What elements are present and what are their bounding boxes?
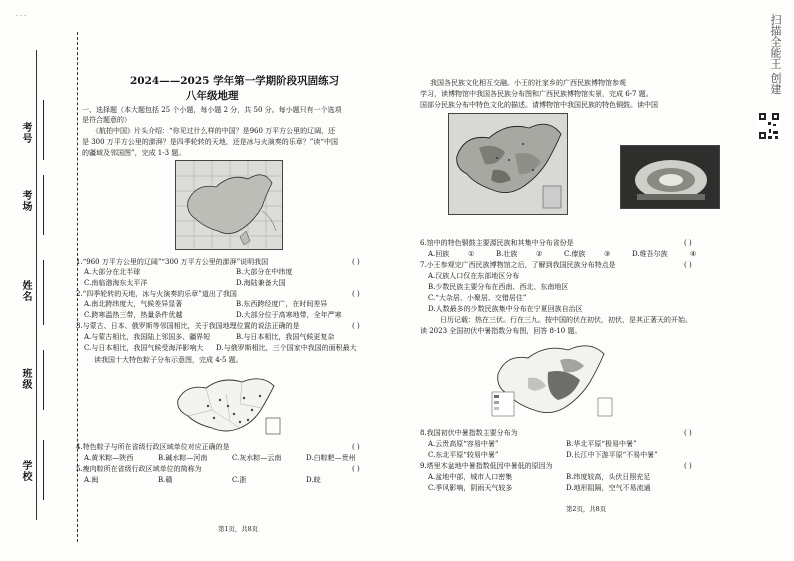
q2-option-d[interactable]: D.大部分位于高寒地带，全年严寒 — [236, 311, 342, 319]
q6-option-a[interactable]: A.回族 — [428, 250, 450, 258]
q9-option-c[interactable]: C.季风影响，阴雨天气较多 — [428, 484, 513, 492]
q8-option-c[interactable]: C.东北平原“较易中暑” — [428, 451, 499, 459]
exam-room-label: 考场 — [20, 190, 31, 212]
q1-option-b[interactable]: B.大部分在中纬度 — [236, 268, 293, 276]
ethnic-distribution-map — [448, 113, 568, 215]
name-field[interactable] — [43, 260, 44, 325]
q7-option-c[interactable]: C.“大杂居、小聚居、交错居住” — [428, 294, 527, 302]
q2-answer-paren[interactable]: ( ) — [352, 290, 360, 298]
q4-option-a[interactable]: A.黄米粽—陕西 — [84, 454, 134, 462]
q5-option-d[interactable]: D.皖 — [306, 476, 321, 484]
q5-answer-paren[interactable]: ( ) — [352, 465, 360, 473]
q6-answer-paren[interactable]: ( ) — [684, 239, 692, 247]
intro-line-3: 的疆域及邻国图”，完成 1-3 题。 — [82, 149, 186, 157]
q1-option-d[interactable]: D.海陆兼备大国 — [236, 279, 286, 287]
q1-answer-paren[interactable]: ( ) — [352, 258, 360, 266]
q3-option-a[interactable]: A.与蒙古相比，我国陆上邻国多、疆界短 — [84, 333, 211, 341]
q7-option-d[interactable]: D.人数最多的少数民族集中分布在宁夏回族自治区 — [428, 305, 583, 313]
museum-photo — [620, 145, 720, 209]
q5-option-a[interactable]: A.闽 — [84, 476, 99, 484]
exam-subtitle: 八年级地理 — [186, 90, 239, 102]
q2-option-a[interactable]: A.南北跨纬度大，气候差异显著 — [84, 300, 183, 308]
q1-stem: 1.“960 万平方公里的辽阔”“300 万平方公里的澎湃”说明我国 — [76, 258, 269, 266]
class-field[interactable] — [43, 350, 44, 410]
q6-option-b[interactable]: B.壮族 — [496, 250, 518, 258]
heatstroke-index-map — [488, 338, 618, 422]
right-intro-line-3: 国部分民族分布中特色文化的描述。请博物馆中我国民族的特色铜鼓。读中国 — [420, 101, 658, 109]
right-intro-line-1: 我国各民族文化相互交融。小王的社家乡的广西民族博物馆参观 — [430, 79, 626, 87]
q6-option-a-num: ① — [468, 250, 475, 258]
qr-code-icon — [758, 112, 780, 140]
q3-stem: 3.与蒙古、日本、俄罗斯等邻国相比，关于我国地理位置的说法正确的是 — [76, 322, 300, 330]
q6-option-c[interactable]: C.傣族 — [564, 250, 586, 258]
q9-option-d[interactable]: D.地形阻隔，空气不易流通 — [566, 484, 651, 492]
school-label: 学校 — [20, 460, 31, 482]
right-intro-line-2: 学习，读博物馆中我国各民族分布图和广西民族博物馆实景，完成 6-7 题。 — [420, 90, 653, 98]
q8-answer-paren[interactable]: ( ) — [684, 429, 692, 437]
q5-option-b[interactable]: B.赣 — [158, 476, 173, 484]
q8-option-d[interactable]: D.长江中下游平原“不易中暑” — [566, 451, 658, 459]
school-field[interactable] — [43, 440, 44, 500]
q9-stem: 9.塔里木盆地中暑指数低因中暑低的原因为 — [420, 462, 553, 470]
china-territory-map — [175, 160, 283, 250]
exam-room-field[interactable] — [43, 175, 44, 235]
q4-option-d[interactable]: D.白粽粑—贵州 — [306, 454, 356, 462]
seat-number-label: 考号 — [20, 122, 31, 144]
q2-option-b[interactable]: B.东西跨经度广，在时间差异 — [236, 300, 328, 308]
exam-title: 2024——2025 学年第一学期阶段巩固练习 — [130, 75, 340, 87]
q1-option-c[interactable]: C.南临渤海东太平洋 — [84, 279, 148, 287]
section-heading-cont: 是符合题意的） — [82, 116, 131, 124]
q6-option-d[interactable]: D.维吾尔族 — [632, 250, 668, 258]
q2-stem: 2.“四季轮转的天地，冰与火演奏的乐章”道出了我国 — [76, 290, 237, 298]
q3-answer-paren[interactable]: ( ) — [352, 322, 360, 330]
q6-stem: 6.馆中的特色铜鼓主要源民族和其集中分布省份是 — [420, 239, 574, 247]
q6-option-b-num: ② — [536, 250, 543, 258]
q9-option-b[interactable]: B.纬度较高，头伏日照充足 — [566, 473, 651, 481]
intro-line-1: 《航拍中国》片头介绍：“你见过什么样的中国？是960 万平方公里的辽阔，还 — [92, 127, 336, 135]
left-page-footer: 第1页，共8页 — [218, 525, 259, 533]
section-heading: 一、选择题（本大题包括 25 个小题，每小题 2 分，共 50 分。每小题只有一个选项 — [82, 106, 342, 114]
q7-stem: 7.小王参观完广西民族博物馆之后，了解到我国民族分布特点是 — [420, 261, 616, 269]
q3-option-c[interactable]: C.与日本相比，我国气候受海洋影响大 — [84, 344, 204, 352]
q7-option-a[interactable]: A.汉族人口仅在东部地区分布 — [428, 272, 520, 280]
q9-option-a[interactable]: A.盆地中部，城市人口密集 — [428, 473, 513, 481]
intro-line-2: 是 300 万平方公里的澎湃？是四季轮转的天地，还是冰与火演奏的乐章？”读“中国 — [82, 138, 338, 146]
q6-option-d-num: ④ — [690, 250, 697, 258]
scanner-watermark: 扫描全能王 创建 — [769, 14, 782, 95]
q4-option-c[interactable]: C.灰水粽—云南 — [232, 454, 282, 462]
q5-stem: 5.瘦肉粽所在省级行政区域单位的简称为 — [76, 465, 202, 473]
q2-option-c[interactable]: C.跨寒温热三带，热量条件优越 — [84, 311, 183, 319]
q8-stem: 8.我国初伏中暑指数主要分布为 — [420, 429, 518, 437]
q8-10-intro: 读 2023 全国初伏中暑指数分布图，回答 8-10 题。 — [420, 327, 582, 335]
q5-option-c[interactable]: C.浙 — [232, 476, 247, 484]
q3-option-b[interactable]: B.与日本相比，我国气候更复杂 — [236, 333, 335, 341]
q4-answer-paren[interactable]: ( ) — [352, 443, 360, 451]
q1-option-a[interactable]: A.大部分在北半球 — [84, 268, 141, 276]
q7-answer-paren[interactable]: ( ) — [684, 261, 692, 269]
q4-5-intro: 读我国十大特色粽子分布示意图，完成 4-5 题。 — [94, 356, 243, 364]
q8-10-quote: 日历记载：热在三伏。行在三九。按中国的伏在初伏，初伏，是其正著天的开始。 — [440, 316, 692, 324]
seat-number-field[interactable] — [43, 100, 44, 160]
margin-rule — [36, 50, 37, 520]
q7-option-b[interactable]: B.少数民族主要分布在西南、西北、东南地区 — [428, 283, 569, 291]
q9-answer-paren[interactable]: ( ) — [684, 462, 692, 470]
q4-option-b[interactable]: B.碱水粽—河南 — [158, 454, 208, 462]
class-label: 班级 — [20, 368, 31, 390]
q8-option-b[interactable]: B.华北平原“极易中暑” — [566, 440, 637, 448]
q4-stem: 4.特色粽子与所在省级行政区域单位对应正确的是 — [76, 443, 230, 451]
q6-option-c-num: ③ — [604, 250, 611, 258]
zongzi-distribution-map — [170, 370, 290, 438]
q3-option-d[interactable]: D.与俄罗斯相比，三个国家中我国的面积最大 — [216, 344, 357, 352]
name-label: 姓名 — [20, 280, 31, 302]
corner-mark: · · · — [16, 12, 27, 20]
q8-option-a[interactable]: A.云贵高原“容易中暑” — [428, 440, 499, 448]
right-page-footer: 第2页，共8页 — [566, 505, 607, 513]
